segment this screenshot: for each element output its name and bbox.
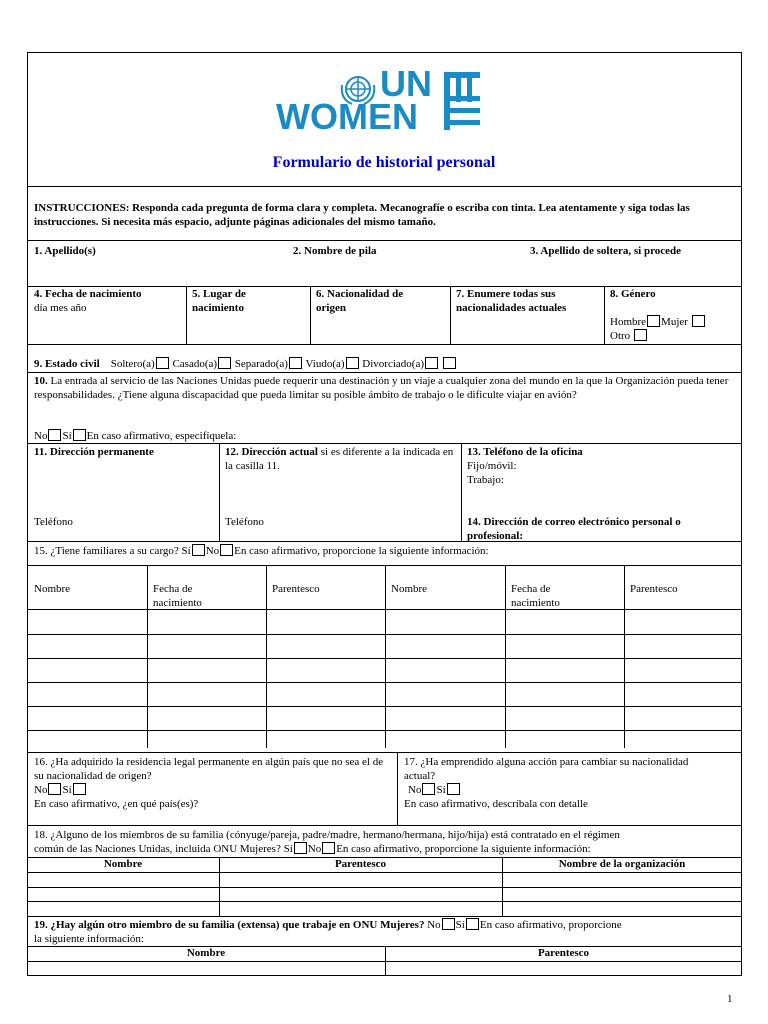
estado-divorciado-checkbox[interactable]	[425, 357, 438, 369]
q17-no-label: No	[408, 784, 422, 796]
q18-si-checkbox[interactable]	[294, 842, 307, 854]
dep-header-nombre-1: Nombre	[34, 583, 71, 595]
instructions-label: INSTRUCCIONES	[34, 202, 126, 214]
q17-question: 17. ¿Ha emprendido alguna acción para cambiar su nacionalidad actual?	[404, 756, 689, 782]
q10-tail: En caso afirmativo, especifíquela:	[86, 430, 237, 442]
genero-mujer-label: Mujer	[661, 316, 688, 328]
genero-hombre-label: Hombre	[610, 316, 647, 328]
nacionalidades-actuales-label: 7. Enumere todas sus nacionalidades actuales	[456, 288, 567, 314]
q14-label: 14. Dirección de correo electrónico personal o profesional:	[467, 516, 681, 542]
q13-label: 13. Teléfono de la oficina	[467, 446, 583, 458]
q19-header-nombre: Nombre	[186, 947, 226, 959]
estado-extra-checkbox[interactable]	[443, 357, 456, 369]
q18-no-checkbox[interactable]	[322, 842, 335, 854]
genero-mujer-checkbox[interactable]	[692, 315, 705, 327]
q10-text	[34, 374, 734, 402]
estado-separado-label: Separado(a)	[234, 358, 288, 370]
apellido-label: 1. Apellido(s)	[34, 245, 96, 257]
estado-viudo-label: Viudo(a)	[305, 358, 345, 370]
genero-otro-label: Otro	[610, 330, 631, 342]
nombre-pila-label: 2. Nombre de pila	[293, 245, 377, 257]
lugar-nacimiento-label: 5. Lugar de nacimiento	[192, 288, 246, 314]
apellido-soltera-label: 3. Apellido de soltera, si procede	[530, 245, 682, 257]
q18-tail: En caso afirmativo, proporcione la siguiente información:	[336, 843, 591, 855]
q16-answer	[34, 783, 87, 797]
q17-no-checkbox[interactable]	[422, 783, 435, 795]
q16-si-label: Sí	[62, 784, 72, 796]
q18-question: común de las Naciones Unidas, incluida ONU Mujeres? Sí	[34, 843, 293, 855]
q19-no-label: No	[427, 919, 441, 931]
q19-line1	[34, 918, 622, 932]
q15-si-checkbox[interactable]	[192, 544, 205, 556]
dep-header-fecha-1: Fecha de nacimiento	[153, 583, 202, 609]
estado-viudo-checkbox[interactable]	[346, 357, 359, 369]
estado-casado-label: Casado(a)	[172, 358, 218, 370]
q13-trabajo-label: Trabajo:	[467, 474, 504, 486]
q16-no-label: No	[34, 784, 48, 796]
q15-question: 15. ¿Tiene familiares a su cargo? Sí	[34, 545, 191, 557]
q17-si-checkbox[interactable]	[447, 783, 460, 795]
q12-rest: si es diferente a la indicada en la casilla 11.	[225, 446, 454, 472]
q17-si-label: Sí	[436, 784, 446, 796]
q15-no-label: No	[205, 545, 220, 557]
q12-text	[225, 445, 455, 473]
logo-women-text: WOMEN	[276, 96, 418, 137]
dep-header-nombre-2: Nombre	[391, 583, 428, 595]
estado-soltero-checkbox[interactable]	[156, 357, 169, 369]
estado-separado-checkbox[interactable]	[289, 357, 302, 369]
fecha-nacimiento-sub: día mes año	[34, 302, 87, 314]
q19-header-parentesco: Parentesco	[537, 947, 590, 959]
q19-line2: la siguiente información:	[34, 933, 144, 945]
page-number: 1	[727, 993, 733, 1005]
q18-line1: 18. ¿Alguno de los miembros de su familia (cónyuge/pareja, padre/madre, hermano/hermana, hijo/hija) está contratado en el régimen	[34, 829, 620, 841]
instructions	[34, 201, 734, 229]
q10-question: La entrada al servicio de las Naciones Unidas puede requerir una destinación y un viaje a cualquier zona del mundo en la que la Organización pueda tener responsabilidades. ¿Tiene alguna discapacidad que pueda limitar su posible ámbito de trabajo o le dificulte viajar en avión?	[34, 375, 729, 401]
q10-answer	[34, 429, 236, 443]
q16-si-checkbox[interactable]	[73, 783, 86, 795]
dep-header-fecha-2: Fecha de nacimiento	[511, 583, 560, 609]
dep-header-parentesco-2: Parentesco	[630, 583, 678, 595]
un-women-logo	[276, 63, 496, 137]
logo-un-text: UN	[380, 63, 432, 104]
instructions-text: : Responda cada pregunta de forma clara y completa. Mecanografíe o escriba con tinta. Lea atentamente y siga todas las instrucciones. Si necesita más espacio, adjunte páginas adicionales del mismo tamaño.	[34, 202, 690, 228]
q19-tail: En caso afirmativo, proporcione	[479, 919, 622, 931]
q18-line2	[34, 842, 591, 856]
q16-no-checkbox[interactable]	[48, 783, 61, 795]
q12-phone-label: Teléfono	[225, 516, 264, 528]
estado-divorciado-label: Divorciado(a)	[362, 358, 424, 370]
q11-label: 11. Dirección permanente	[34, 446, 154, 458]
genero-hombre-checkbox[interactable]	[647, 315, 660, 327]
q17-tail: En caso afirmativo, descríbala con detalle	[404, 798, 588, 810]
q16-tail: En caso afirmativo, ¿en qué país(es)?	[34, 798, 199, 810]
form-title: Formulario de historial personal	[272, 154, 496, 171]
q15-row	[34, 544, 489, 558]
nacionalidad-origen-label: 6. Nacionalidad de origen	[316, 288, 404, 314]
genero-otro-checkbox[interactable]	[634, 329, 647, 341]
estado-civil-label: 9. Estado civil	[34, 358, 100, 370]
q19-question: 19. ¿Hay algún otro miembro de su familia (extensa) que trabaje en ONU Mujeres?	[34, 919, 425, 931]
q19-no-checkbox[interactable]	[442, 918, 455, 930]
q10-no-label: No	[34, 430, 48, 442]
q11-phone-label: Teléfono	[34, 516, 73, 528]
estado-casado-checkbox[interactable]	[218, 357, 231, 369]
q18-header-nombre: Nombre	[103, 858, 143, 870]
genero-options	[610, 315, 706, 329]
q13-fijo-label: Fijo/móvil:	[467, 460, 517, 472]
genero-otro	[610, 329, 648, 343]
dep-header-parentesco-1: Parentesco	[272, 583, 320, 595]
q10-no-checkbox[interactable]	[48, 429, 61, 441]
q10-si-label: Sí	[62, 430, 72, 442]
q10-si-checkbox[interactable]	[73, 429, 86, 441]
estado-civil-row	[34, 357, 457, 371]
fecha-nacimiento-label: 4. Fecha de nacimiento	[34, 288, 142, 300]
q12-label: 12. Dirección actual	[225, 446, 318, 458]
estado-soltero-label: Soltero(a)	[110, 358, 155, 370]
q16-question: 16. ¿Ha adquirido la residencia legal permanente en algún país que no sea el de su nacionalidad de origen?	[34, 756, 384, 782]
q15-no-checkbox[interactable]	[220, 544, 233, 556]
logo-symbol-icon	[442, 72, 482, 130]
q18-no-label: No	[307, 843, 322, 855]
q15-tail: En caso afirmativo, proporcione la siguiente información:	[234, 545, 489, 557]
q17-answer	[408, 783, 461, 797]
genero-label: 8. Género	[610, 288, 656, 300]
q18-header-organizacion: Nombre de la organización	[558, 858, 686, 870]
q19-si-checkbox[interactable]	[466, 918, 479, 930]
q10-number: 10.	[34, 375, 48, 387]
q19-si-label: Sí	[455, 919, 465, 931]
q18-header-parentesco: Parentesco	[334, 858, 387, 870]
